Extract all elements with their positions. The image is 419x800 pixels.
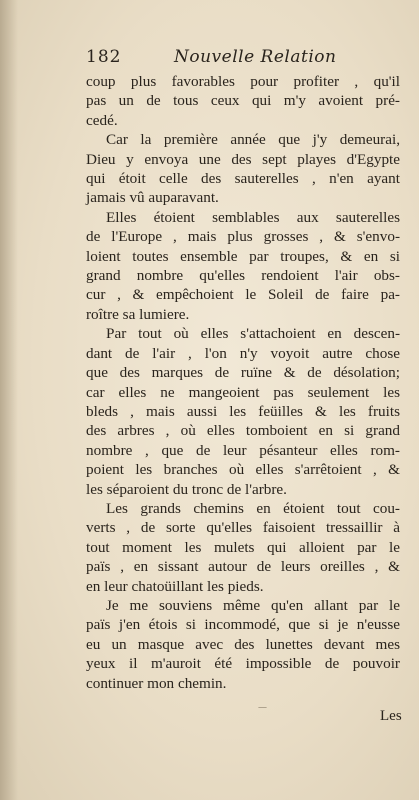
running-title: Nouvelle Relation	[174, 47, 337, 67]
text-line: de l'Europe , mais plus grosses , & s'envo-	[86, 228, 400, 246]
paragraph	[86, 596, 400, 693]
text-line: païs , en sissant autour de leurs oreilles , &	[86, 558, 400, 576]
text-line: jamais vû auparavant.	[86, 189, 219, 207]
text-line: poient les branches où elles s'arrêtoient , &	[86, 461, 400, 479]
text-line: roître sa lumiere.	[86, 305, 190, 323]
text-line: loient toutes ensemble par troupes, & en si	[86, 247, 400, 265]
text-line: dant de l'air , l'on n'y voyoit autre chose	[86, 344, 400, 362]
paragraph	[86, 208, 400, 324]
text-line: car elles ne mangeoient pas seulement les	[86, 383, 400, 401]
page-header	[86, 47, 379, 71]
text-line: Dieu y envoya une des sept playes d'Egypte	[86, 150, 400, 168]
text-line: en leur chatoüillant les pieds.	[86, 577, 264, 595]
text-line: des arbres , où elles tomboient en si grand	[86, 422, 400, 440]
text-line: eu un masque avec des lunettes devant mes	[86, 635, 400, 653]
text-line: les séparoient du tronc de l'arbre.	[86, 480, 287, 498]
catchword: Les	[380, 708, 402, 724]
paragraph	[86, 72, 400, 130]
paragraph	[86, 130, 400, 208]
text-line: yeux il m'auroit été impossible de pouvoir	[86, 655, 400, 673]
text-line: coup plus favorables pour profiter , qu'il	[86, 73, 400, 90]
paragraph	[86, 324, 400, 499]
text-line: cur , & empêchoient le Soleil de faire pa-	[86, 286, 400, 304]
text-line: Car la première année que j'y demeurai,	[106, 131, 400, 149]
text-line: Les grands chemins en étoient tout cou-	[106, 499, 400, 517]
text-line: grand nombre qu'elles rendoient l'air obs-	[86, 267, 400, 285]
printer-mark: —	[258, 703, 267, 713]
page-number: 182	[86, 47, 122, 67]
body-text	[86, 72, 400, 693]
text-line: tout moment les mulets qui alloient par le	[86, 538, 400, 556]
paragraph	[86, 499, 400, 596]
text-line: nombre , que de leur pésanteur elles rom-	[86, 441, 400, 459]
text-line: cedé.	[86, 111, 118, 129]
text-line: que des marques de ruïne & de désolation;	[86, 364, 400, 382]
text-line: païs j'en étois si incommodé, que si je n'eusse	[86, 616, 400, 634]
text-line: verts , de sorte qu'elles faisoient tressaillir à	[86, 519, 400, 537]
text-line: qui étoit celle des sauterelles , n'en ayant	[86, 170, 400, 188]
text-line: pas un de tous ceux qui m'y avoient pré-	[86, 92, 400, 110]
text-line: Je me souviens même qu'en allant par le	[106, 596, 400, 614]
text-line: continuer mon chemin.	[86, 674, 227, 692]
text-line: Par tout où elles s'attachoient en descen-	[106, 325, 400, 343]
text-line: Elles étoient semblables aux sauterelles	[106, 208, 400, 226]
text-line: bleds , mais aussi les feüilles & les fruits	[86, 402, 400, 420]
page-gutter-shadow	[0, 0, 18, 800]
